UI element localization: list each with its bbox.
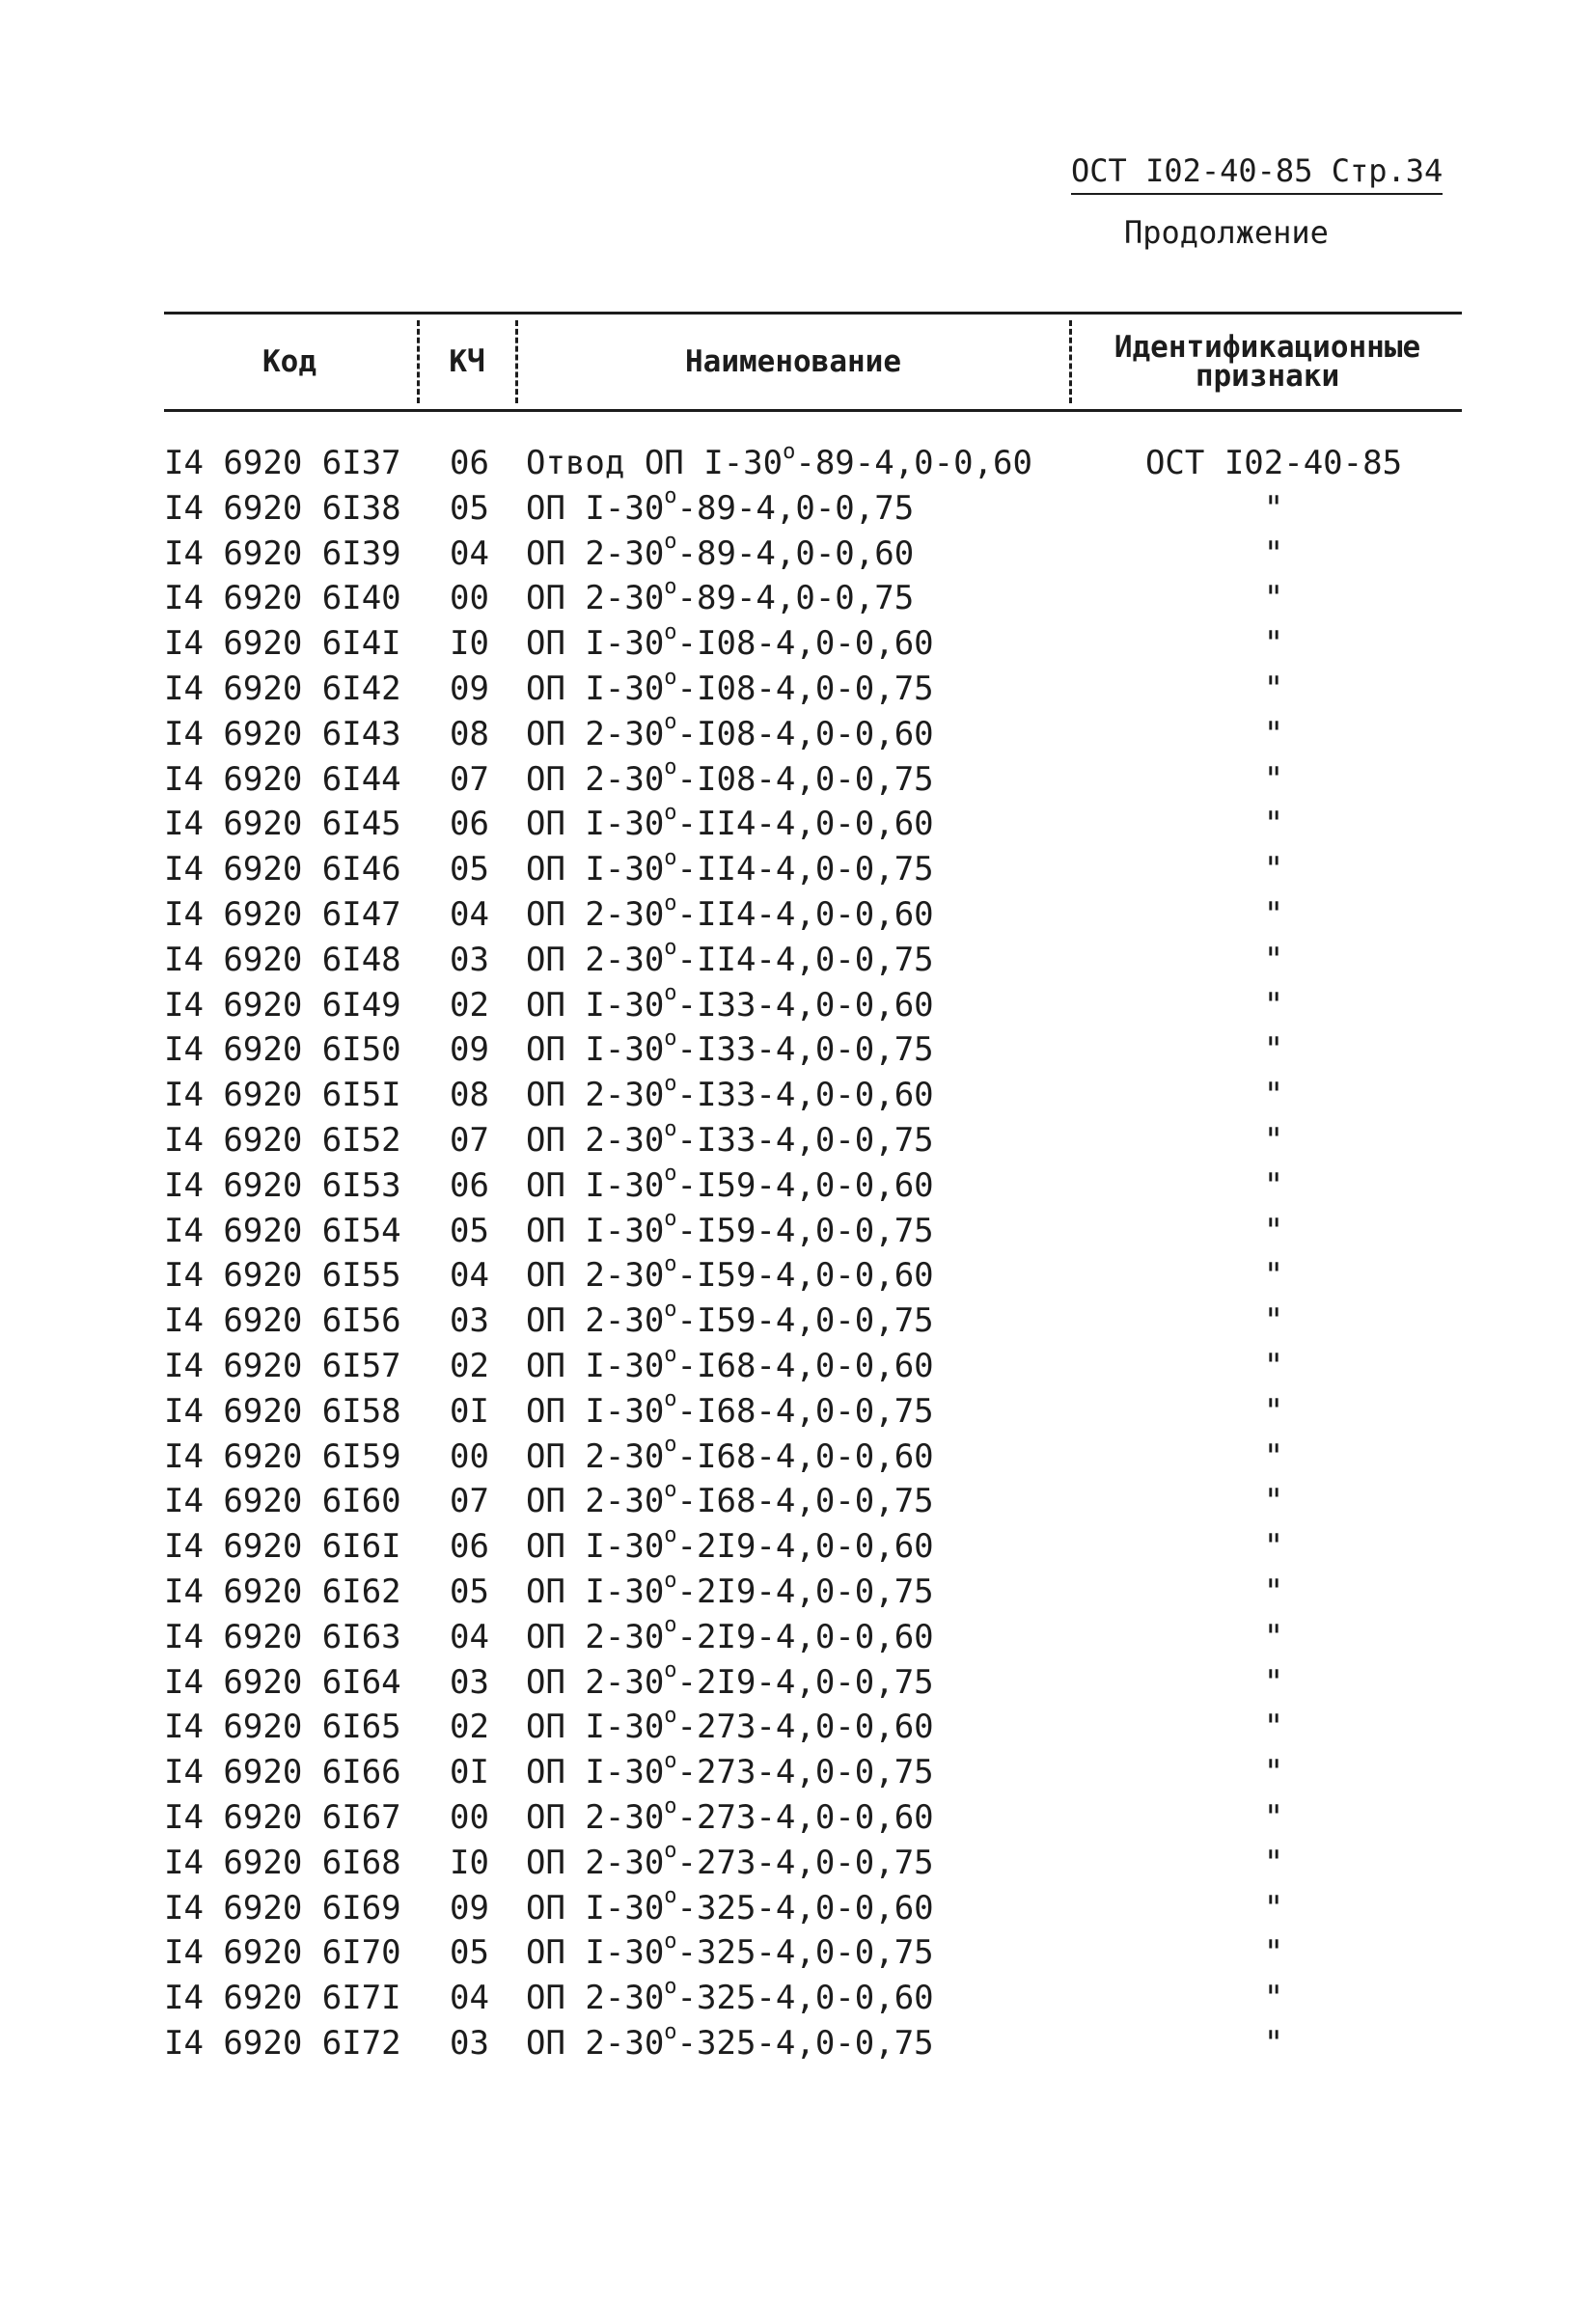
table-row: [164, 1976, 1462, 2021]
name-cell: ОП I-30$^o$-I59-4,0-0,75: [526, 1207, 934, 1250]
ident-cell: ": [1263, 1346, 1284, 1385]
name-cell: ОП 2-30$^o$-I33-4,0-0,75: [526, 1116, 934, 1160]
code-cell: I4 6920 6I62: [164, 1572, 401, 1611]
code-cell: I4 6920 6I59: [164, 1436, 401, 1476]
name-cell: ОП 2-30$^o$-273-4,0-0,75: [526, 1839, 934, 1882]
ident-cell: ": [1263, 1753, 1284, 1792]
kch-cell: 00: [450, 1436, 489, 1476]
code-cell: I4 6920 6I68: [164, 1843, 401, 1882]
table-row: [164, 1209, 1462, 1254]
code-cell: I4 6920 6I37: [164, 444, 401, 482]
ident-cell: ": [1263, 579, 1284, 618]
ident-cell: ": [1263, 1391, 1284, 1431]
ident-cell: ": [1263, 1030, 1284, 1070]
name-cell: ОП 2-30$^o$-I68-4,0-0,60: [526, 1433, 934, 1476]
ident-cell: ": [1263, 1933, 1284, 1973]
code-cell: I4 6920 6I40: [164, 579, 401, 618]
items-table: [164, 312, 1462, 2066]
continuation-label: Продолжение: [1124, 214, 1329, 251]
table-row: [164, 802, 1462, 847]
ident-cell: ": [1263, 1436, 1284, 1476]
table-row: [164, 621, 1462, 667]
name-cell: ОП I-30$^o$-I33-4,0-0,60: [526, 981, 934, 1025]
table-row: [164, 1027, 1462, 1073]
code-cell: I4 6920 6I42: [164, 669, 401, 708]
ident-cell: ": [1263, 1527, 1284, 1567]
kch-cell: 03: [450, 940, 489, 979]
table-row: [164, 1886, 1462, 1931]
code-cell: I4 6920 6I45: [164, 805, 401, 844]
ident-cell: ": [1263, 1888, 1284, 1928]
name-cell: ОП 2-30$^o$-II4-4,0-0,75: [526, 936, 934, 979]
column-header-kch: КЧ: [449, 344, 485, 379]
name-cell: ОП 2-30$^o$-2I9-4,0-0,60: [526, 1613, 934, 1656]
table-header: [164, 312, 1462, 412]
name-cell: ОП 2-30$^o$-325-4,0-0,60: [526, 1974, 934, 2018]
code-cell: I4 6920 6I38: [164, 488, 401, 528]
code-cell: I4 6920 6I6I: [164, 1527, 401, 1567]
kch-cell: 05: [450, 1933, 489, 1973]
name-cell: ОП I-30$^o$-273-4,0-0,75: [526, 1748, 934, 1792]
kch-cell: 09: [450, 669, 489, 708]
table-row: [164, 983, 1462, 1028]
kch-cell: 05: [450, 1211, 489, 1250]
kch-cell: 08: [450, 1076, 489, 1115]
kch-cell: 07: [450, 1482, 489, 1521]
kch-cell: 05: [450, 1572, 489, 1611]
ident-cell: ": [1263, 2023, 1284, 2063]
ident-cell: ": [1263, 1482, 1284, 1521]
kch-cell: 04: [450, 1979, 489, 2018]
table-row: [164, 1435, 1462, 1480]
code-cell: I4 6920 6I54: [164, 1211, 401, 1250]
ident-cell: ": [1263, 1120, 1284, 1160]
table-row: [164, 1344, 1462, 1389]
table-row: [164, 576, 1462, 621]
ident-cell: ": [1263, 669, 1284, 708]
name-cell: ОП I-30$^o$-II4-4,0-0,60: [526, 801, 934, 844]
kch-cell: 04: [450, 1617, 489, 1656]
name-cell: ОП 2-30$^o$-273-4,0-0,60: [526, 1793, 934, 1837]
kch-cell: 07: [450, 1120, 489, 1160]
name-cell: ОП I-30$^o$-325-4,0-0,75: [526, 1928, 934, 1973]
ident-cell: ": [1263, 1617, 1284, 1656]
code-cell: I4 6920 6I53: [164, 1165, 401, 1205]
name-cell: ОП 2-30$^o$-I33-4,0-0,60: [526, 1071, 934, 1115]
code-cell: I4 6920 6I4I: [164, 624, 401, 664]
code-cell: I4 6920 6I49: [164, 985, 401, 1025]
code-cell: I4 6920 6I58: [164, 1391, 401, 1431]
table-row: [164, 1479, 1462, 1524]
ident-cell: ": [1263, 1662, 1284, 1702]
kch-cell: 02: [450, 985, 489, 1025]
table-row: [164, 892, 1462, 938]
ident-cell: ": [1263, 1843, 1284, 1882]
code-cell: I4 6920 6I72: [164, 2023, 401, 2063]
table-row: [164, 1705, 1462, 1750]
name-cell: ОП I-30$^o$-325-4,0-0,60: [526, 1884, 934, 1928]
ident-cell: ": [1263, 533, 1284, 573]
code-cell: I4 6920 6I70: [164, 1933, 401, 1973]
column-separator: [1069, 320, 1072, 403]
kch-cell: I0: [450, 1843, 489, 1882]
table-row: [164, 667, 1462, 712]
code-cell: I4 6920 6I60: [164, 1482, 401, 1521]
name-cell: ОП I-30$^o$-I68-4,0-0,75: [526, 1387, 934, 1431]
kch-cell: 06: [450, 444, 489, 482]
table-row: [164, 1795, 1462, 1841]
code-cell: I4 6920 6I69: [164, 1888, 401, 1928]
name-cell: ОП 2-30$^o$-89-4,0-0,60: [526, 530, 915, 573]
kch-cell: 08: [450, 714, 489, 753]
name-cell: ОП 2-30$^o$-I68-4,0-0,75: [526, 1478, 934, 1521]
ident-cell: ": [1263, 759, 1284, 799]
ident-cell: ": [1263, 1708, 1284, 1747]
kch-cell: 03: [450, 1662, 489, 1702]
code-cell: I4 6920 6I44: [164, 759, 401, 799]
name-cell: ОП 2-30$^o$-2I9-4,0-0,75: [526, 1658, 934, 1702]
kch-cell: 03: [450, 1301, 489, 1341]
ident-cell: ": [1263, 624, 1284, 664]
kch-cell: 02: [450, 1346, 489, 1385]
code-cell: I4 6920 6I50: [164, 1030, 401, 1070]
code-cell: I4 6920 6I66: [164, 1753, 401, 1792]
code-cell: I4 6920 6I47: [164, 894, 401, 934]
kch-cell: 03: [450, 2023, 489, 2063]
name-cell: ОП 2-30$^o$-I08-4,0-0,60: [526, 710, 934, 753]
code-cell: I4 6920 6I64: [164, 1662, 401, 1702]
name-cell: ОП 2-30$^o$-89-4,0-0,75: [526, 575, 915, 618]
kch-cell: 0I: [450, 1753, 489, 1792]
name-cell: ОП I-30$^o$-2I9-4,0-0,75: [526, 1568, 934, 1611]
table-row: [164, 441, 1462, 486]
kch-cell: 02: [450, 1708, 489, 1747]
ident-cell: ": [1263, 894, 1284, 934]
table-row: [164, 2021, 1462, 2066]
ident-cell: ": [1263, 850, 1284, 889]
table-row: [164, 1524, 1462, 1570]
ident-cell: ": [1263, 1797, 1284, 1837]
kch-cell: 04: [450, 1256, 489, 1296]
name-cell: ОП I-30$^o$-I68-4,0-0,60: [526, 1342, 934, 1385]
column-header-ident: Идентификационные признаки: [1114, 330, 1421, 394]
code-cell: I4 6920 6I63: [164, 1617, 401, 1656]
name-cell: ОП I-30$^o$-II4-4,0-0,75: [526, 845, 934, 889]
code-cell: I4 6920 6I39: [164, 533, 401, 573]
table-row: [164, 532, 1462, 577]
table-row: [164, 938, 1462, 983]
ident-cell: ": [1263, 1211, 1284, 1250]
table-row: [164, 1073, 1462, 1118]
code-cell: I4 6920 6I56: [164, 1301, 401, 1341]
ident-cell: ": [1263, 805, 1284, 844]
ident-cell: ": [1263, 1979, 1284, 2018]
kch-cell: 06: [450, 805, 489, 844]
code-cell: I4 6920 6I55: [164, 1256, 401, 1296]
table-row: [164, 1118, 1462, 1163]
ident-cell: ": [1263, 1572, 1284, 1611]
ident-cell: ": [1263, 488, 1284, 528]
ident-cell: ОСТ I02-40-85: [1144, 444, 1403, 482]
table-row: [164, 1615, 1462, 1660]
column-separator: [417, 320, 420, 403]
table-row: [164, 847, 1462, 892]
name-cell: ОП I-30$^o$-I08-4,0-0,75: [526, 665, 934, 708]
table-row: [164, 1750, 1462, 1795]
kch-cell: 04: [450, 894, 489, 934]
table-body: [164, 412, 1462, 2066]
table-row: [164, 1163, 1462, 1209]
ident-cell: ": [1263, 714, 1284, 753]
code-cell: I4 6920 6I67: [164, 1797, 401, 1837]
ident-cell: ": [1263, 1076, 1284, 1115]
table-row: [164, 1299, 1462, 1344]
name-cell: ОП I-30$^o$-I59-4,0-0,60: [526, 1162, 934, 1205]
ident-cell: ": [1263, 1165, 1284, 1205]
column-header-code: Код: [262, 344, 316, 379]
kch-cell: 06: [450, 1165, 489, 1205]
kch-cell: 05: [450, 850, 489, 889]
ident-cell: ": [1263, 940, 1284, 979]
table-row: [164, 1930, 1462, 1976]
name-cell: ОП 2-30$^o$-I59-4,0-0,60: [526, 1252, 934, 1296]
kch-cell: 04: [450, 533, 489, 573]
column-header-name: Наименование: [685, 344, 901, 379]
code-cell: I4 6920 6I48: [164, 940, 401, 979]
kch-cell: 09: [450, 1888, 489, 1928]
document-reference: ОСТ I02-40-85 Стр.34: [1071, 152, 1443, 195]
ident-cell: ": [1263, 985, 1284, 1025]
table-row: [164, 1570, 1462, 1615]
name-cell: ОП I-30$^o$-I08-4,0-0,60: [526, 619, 934, 664]
ident-cell: ": [1263, 1301, 1284, 1341]
code-cell: I4 6920 6I46: [164, 850, 401, 889]
kch-cell: I0: [450, 624, 489, 664]
column-separator: [515, 320, 518, 403]
kch-cell: 00: [450, 1797, 489, 1837]
table-row: [164, 486, 1462, 532]
table-row: [164, 1253, 1462, 1299]
name-cell: ОП I-30$^o$-I33-4,0-0,75: [526, 1026, 934, 1070]
code-cell: I4 6920 6I7I: [164, 1979, 401, 2018]
code-cell: I4 6920 6I5I: [164, 1076, 401, 1115]
kch-cell: 0I: [450, 1391, 489, 1431]
kch-cell: 05: [450, 488, 489, 528]
name-cell: ОП I-30$^o$-2I9-4,0-0,60: [526, 1522, 934, 1567]
table-row: [164, 1660, 1462, 1706]
name-cell: ОП 2-30$^o$-325-4,0-0,75: [526, 2019, 934, 2063]
kch-cell: 00: [450, 579, 489, 618]
table-row: [164, 1841, 1462, 1886]
kch-cell: 06: [450, 1527, 489, 1567]
name-cell: ОП 2-30$^o$-I59-4,0-0,75: [526, 1297, 934, 1341]
name-cell: ОП 2-30$^o$-II4-4,0-0,60: [526, 890, 934, 934]
table-row: [164, 1389, 1462, 1435]
name-cell: ОП I-30$^o$-89-4,0-0,75: [526, 484, 915, 528]
table-row: [164, 757, 1462, 803]
ident-cell: ": [1263, 1256, 1284, 1296]
kch-cell: 09: [450, 1030, 489, 1070]
code-cell: I4 6920 6I52: [164, 1120, 401, 1160]
kch-cell: 07: [450, 759, 489, 799]
code-cell: I4 6920 6I43: [164, 714, 401, 753]
name-cell: Отвод ОП I-30$^o$-89-4,0-0,60: [526, 439, 1032, 482]
table-row: [164, 712, 1462, 757]
code-cell: I4 6920 6I57: [164, 1346, 401, 1385]
name-cell: ОП I-30$^o$-273-4,0-0,60: [526, 1703, 934, 1747]
name-cell: ОП 2-30$^o$-I08-4,0-0,75: [526, 755, 934, 799]
code-cell: I4 6920 6I65: [164, 1708, 401, 1747]
